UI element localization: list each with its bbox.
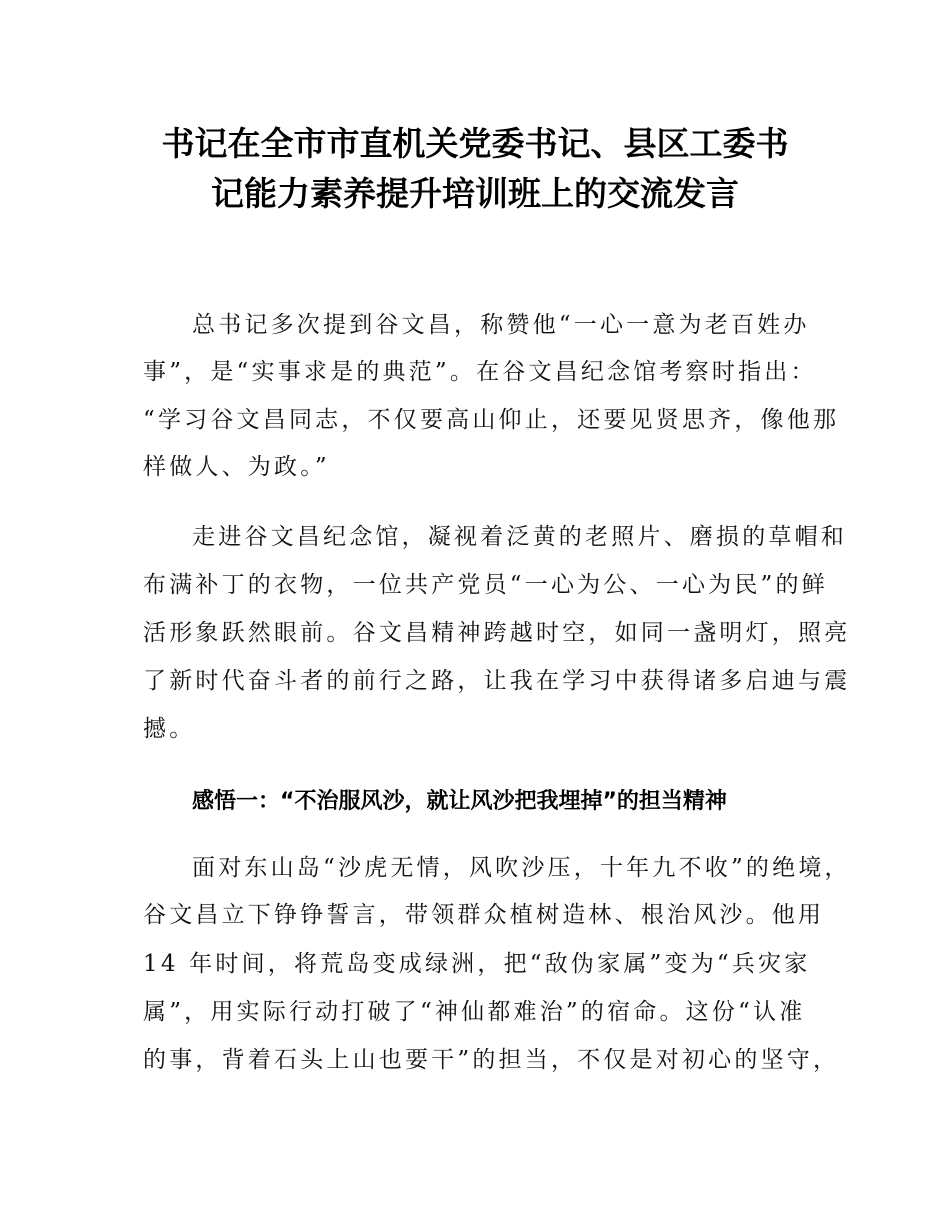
paragraph-3-line-5: 的事，背着石头上山也要干”的担当，不仅是对初心的坚守， — [143, 1047, 840, 1073]
paragraph-2-line-4: 了新时代奋斗者的前行之路，让我在学习中获得诸多启迪与震 — [143, 668, 851, 694]
paragraph-1-line-3: “学习谷文昌同志，不仅要高山仰止，还要见贤思齐，像他那 — [143, 407, 840, 433]
paragraph-2-line-2: 布满补丁的衣物，一位共产党员“一心为公、一心为民”的鲜 — [143, 572, 828, 598]
paragraph-2-line-1: 走进谷文昌纪念馆，凝视着泛黄的老照片、磨损的草帽和 — [192, 524, 847, 550]
paragraph-1-line-1: 总书记多次提到谷文昌，称赞他“一心一意为老百姓办 — [192, 312, 810, 338]
section-heading: 感悟一：“不治服风沙，就让风沙把我埋掉”的担当精神 — [192, 789, 727, 814]
paragraph-3-line-2: 谷文昌立下铮铮誓言，带领群众植树造林、根治风沙。他用 — [143, 902, 825, 928]
paragraph-3-line-4: 属”，用实际行动打破了“神仙都难治”的宿命。这份“认准 — [143, 999, 806, 1025]
paragraph-2-line-3: 活形象跃然眼前。谷文昌精神跨越时空，如同一盏明灯，照亮 — [143, 620, 851, 646]
title-line-2: 记能力素养提升培训班上的交流发言 — [211, 174, 739, 213]
paragraph-1-line-2: 事”，是“实事求是的典范”。在谷文昌纪念馆考察时指出： — [143, 359, 817, 385]
paragraph-3-line-3: 14 年时间，将荒岛变成绿洲，把“敌伪家属”变为“兵灾家 — [143, 951, 811, 977]
paragraph-2-line-5: 撼。 — [143, 716, 196, 742]
paragraph-3-line-1: 面对东山岛“沙虎无情，风吹沙压，十年九不收”的绝境， — [192, 855, 851, 881]
title-line-1: 书记在全市市直机关党委书记、县区工委书 — [161, 124, 789, 163]
paragraph-1-line-4: 样做人、为政。” — [143, 454, 330, 480]
